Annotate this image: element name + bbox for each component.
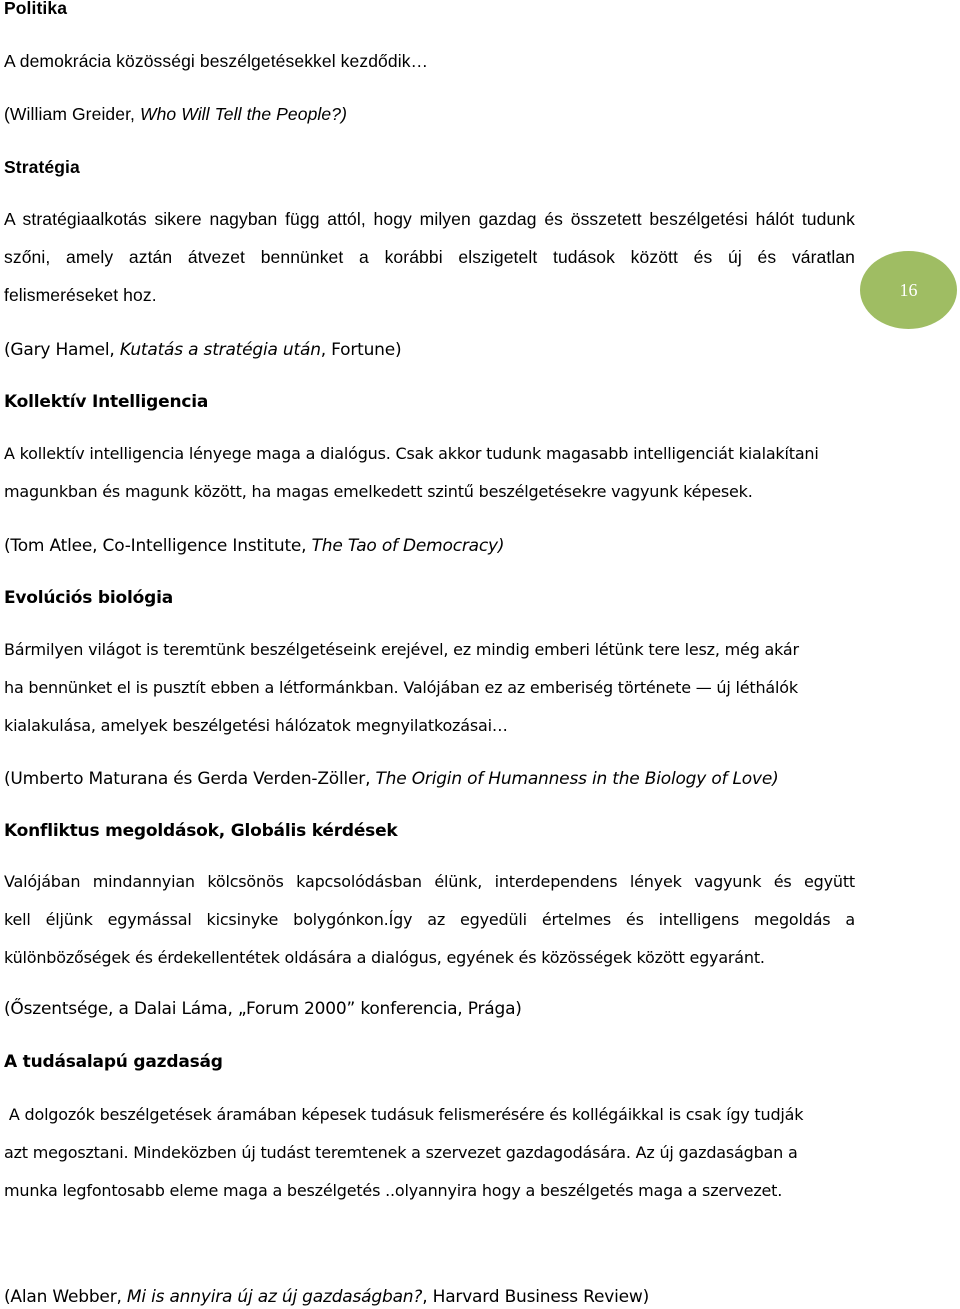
quote-line: különbözőségek és érdekellentétek oldására a dialógus, egyének és közösségek között egyaránt. bbox=[4, 948, 765, 967]
quote-line: kell éljünk egymással kicsinyke bolygónkon.Így az egyedüli értelmes és intelligens megoldás a bbox=[4, 910, 855, 929]
section-title-kollektiv: Kollektív Intelligencia bbox=[4, 392, 209, 412]
quote-strategia bbox=[4, 200, 855, 314]
citation-work: Mi is annyira új az új gazdaságban? bbox=[126, 1287, 423, 1307]
citation-author: (Umberto Maturana és Gerda Verden-Zöller, bbox=[4, 769, 376, 789]
citation-author: (Tom Atlee, Co-Intelligence Institute, bbox=[4, 536, 312, 556]
citation-author: (Alan Webber, bbox=[4, 1287, 127, 1307]
quote-tudasalapu bbox=[4, 1096, 855, 1210]
quote-line: A kollektív intelligencia lényege maga a dialógus. Csak akkor tudunk magasabb intelligenciát kialakítani bbox=[4, 444, 819, 463]
quote-kollektiv bbox=[4, 435, 855, 511]
quote-line: ha bennünket el is pusztít ebben a létformánkban. Valójában ez az emberiség története — új léthálók bbox=[4, 678, 798, 697]
citation-work: Kutatás a stratégia után bbox=[119, 340, 321, 360]
quote-line: szőni, amely aztán átvezet bennünket a korábbi elszigetelt tudások között és új és váratlan bbox=[4, 247, 855, 267]
citation-politika bbox=[4, 104, 347, 125]
section-title-tudasalapu: A tudásalapú gazdaság bbox=[4, 1052, 223, 1072]
citation-tudasalapu bbox=[4, 1287, 649, 1307]
quote-line: Bármilyen világot is teremtünk beszélgetéseink erejével, ez mindig emberi létünk tere lesz, még akár bbox=[4, 640, 799, 659]
quote-evolucios bbox=[4, 631, 855, 745]
citation-konfliktus: (Őszentsége, a Dalai Láma, „Forum 2000” konferencia, Prága) bbox=[4, 999, 522, 1019]
citation-source: , Fortune) bbox=[320, 340, 402, 360]
quote-line: azt megosztani. Mindeközben új tudást teremtenek a szervezet gazdagodására. Az új gazdaságban a bbox=[4, 1143, 798, 1162]
quote-politika: A demokrácia közösségi beszélgetésekkel kezdődik… bbox=[4, 51, 429, 71]
page-number: 16 bbox=[899, 279, 918, 300]
section-title-evolucios: Evolúciós biológia bbox=[4, 588, 173, 608]
citation-source: , Harvard Business Review) bbox=[422, 1287, 650, 1307]
quote-line: munka legfontosabb eleme maga a beszélgetés ..olyannyira hogy a beszélgetés maga a szervezet. bbox=[4, 1181, 783, 1200]
citation-strategia bbox=[4, 340, 401, 360]
citation-evolucios bbox=[4, 769, 779, 789]
page-number-badge bbox=[860, 251, 957, 329]
quote-line: A stratégiaalkotás sikere nagyban függ attól, hogy milyen gazdag és összetett beszélgetési hálót tudunk bbox=[4, 209, 855, 229]
quote-line: felismeréseket hoz. bbox=[4, 285, 157, 305]
citation-work: The Origin of Humanness in the Biology of Love) bbox=[375, 769, 779, 789]
section-title-strategia: Stratégia bbox=[4, 157, 80, 177]
section-title-politika: Politika bbox=[4, 0, 68, 18]
quote-line: kialakulása, amelyek beszélgetési hálózatok megnyilatkozásai… bbox=[4, 716, 508, 735]
citation-work: The Tao of Democracy) bbox=[311, 536, 505, 556]
section-title-konfliktus: Konfliktus megoldások, Globális kérdések bbox=[4, 821, 398, 841]
quote-konfliktus bbox=[4, 863, 855, 977]
quote-line: A dolgozók beszélgetések áramában képesek tudásuk felismerésére és kollégáikkal is csak így tudják bbox=[4, 1105, 804, 1124]
citation-author: (William Greider, bbox=[4, 104, 140, 124]
citation-author: (Gary Hamel, bbox=[4, 340, 120, 360]
quote-line: magunkban és magunk között, ha magas emelkedett szintű beszélgetésekre vagyunk képesek. bbox=[4, 482, 753, 501]
quote-line: Valójában mindannyian kölcsönös kapcsolódásban élünk, interdependens lények vagyunk és együtt bbox=[4, 872, 855, 891]
citation-kollektiv bbox=[4, 536, 504, 556]
citation-work: Who Will Tell the People?) bbox=[139, 104, 348, 124]
